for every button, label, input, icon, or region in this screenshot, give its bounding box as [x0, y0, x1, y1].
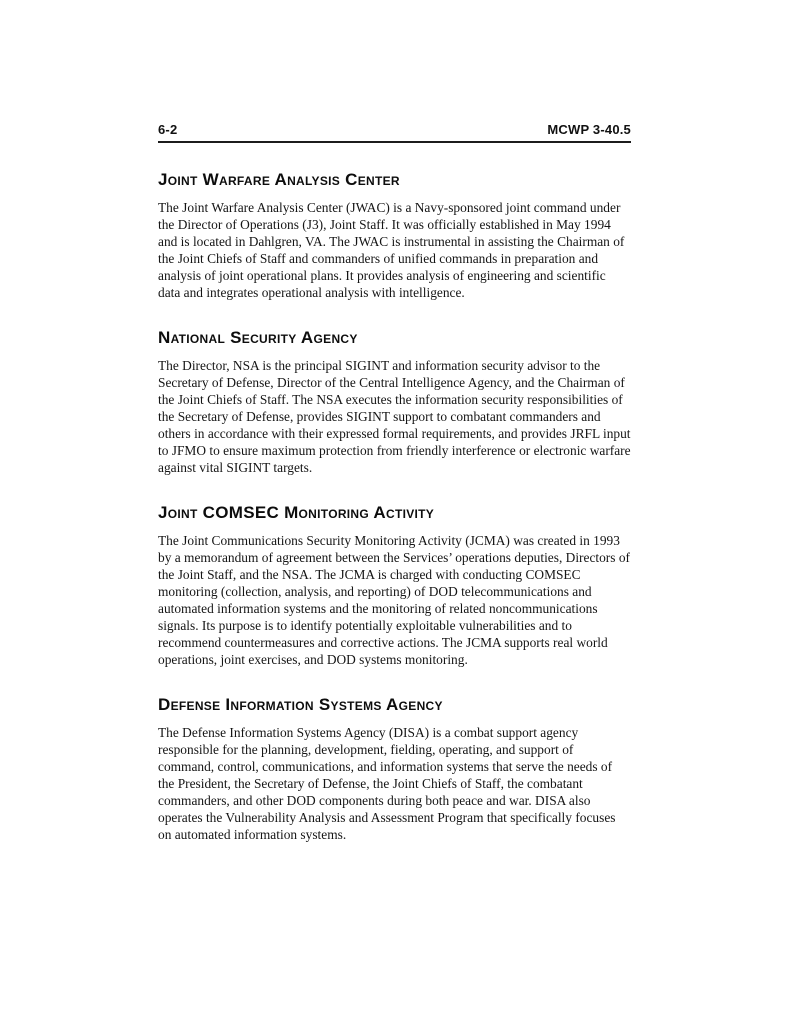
section-disa	[158, 695, 631, 843]
section-heading: Defense Information Systems Agency	[158, 695, 443, 714]
running-header	[158, 122, 631, 143]
doc-number: MCWP 3-40.5	[547, 122, 631, 137]
section-heading: Joint Warfare Analysis Center	[158, 170, 400, 189]
page-number: 6-2	[158, 122, 178, 137]
section-heading: National Security Agency	[158, 328, 358, 347]
section-jwac	[158, 170, 631, 301]
section-jcma	[158, 503, 631, 668]
document-page	[158, 122, 631, 843]
section-paragraph: The Joint Communications Security Monitoring Activity (JCMA) was created in 1993 by a memorandum of agreement between the Services’ operations deputies, Directors of the Joint Staff, and the NSA. The JCMA is charged with conducting COMSEC monitoring (collection, analysis, and reporting) of DOD telecommunications and automated information systems and the monitoring of related noncommunications signals. Its purpose is to identify potentially exploitable vulnerabilities and to recommend countermeasures and corrective actions. The JCMA supports real world operations, joint exercises, and DOD systems monitoring.	[158, 533, 630, 667]
section-paragraph: The Director, NSA is the principal SIGINT and information security advisor to the Secretary of Defense, Director of the Central Intelligence Agency, and the Chairman of the Joint Chiefs of Staff. The NSA executes the information security responsibilities of the Secretary of Defense, provides SIGINT support to combatant commanders and others in accordance with their expressed formal requirements, and provides JRFL input to JFMO to ensure maximum protection from friendly interference or electronic warfare against vital SIGINT targets.	[158, 358, 631, 475]
section-nsa	[158, 328, 631, 476]
section-paragraph: The Defense Information Systems Agency (DISA) is a combat support agency responsible for the planning, development, fielding, operating, and support of command, control, communications, and information systems that serve the needs of the President, the Secretary of Defense, the Joint Chiefs of Staff, the combatant commanders, and other DOD components during both peace and war. DISA also operates the Vulnerability Analysis and Assessment Program that specifically focuses on automated information systems.	[158, 725, 616, 842]
section-paragraph: The Joint Warfare Analysis Center (JWAC) is a Navy-sponsored joint command under the Director of Operations (J3), Joint Staff. It was officially established in May 1994 and is located in Dahlgren, VA. The JWAC is instrumental in assisting the Chairman of the Joint Chiefs of Staff and commanders of unified commands in preparation and analysis of joint operational plans. It provides analysis of engineering and scientific data and integrates operational analysis with intelligence.	[158, 200, 625, 300]
section-heading: Joint COMSEC Monitoring Activity	[158, 503, 435, 522]
